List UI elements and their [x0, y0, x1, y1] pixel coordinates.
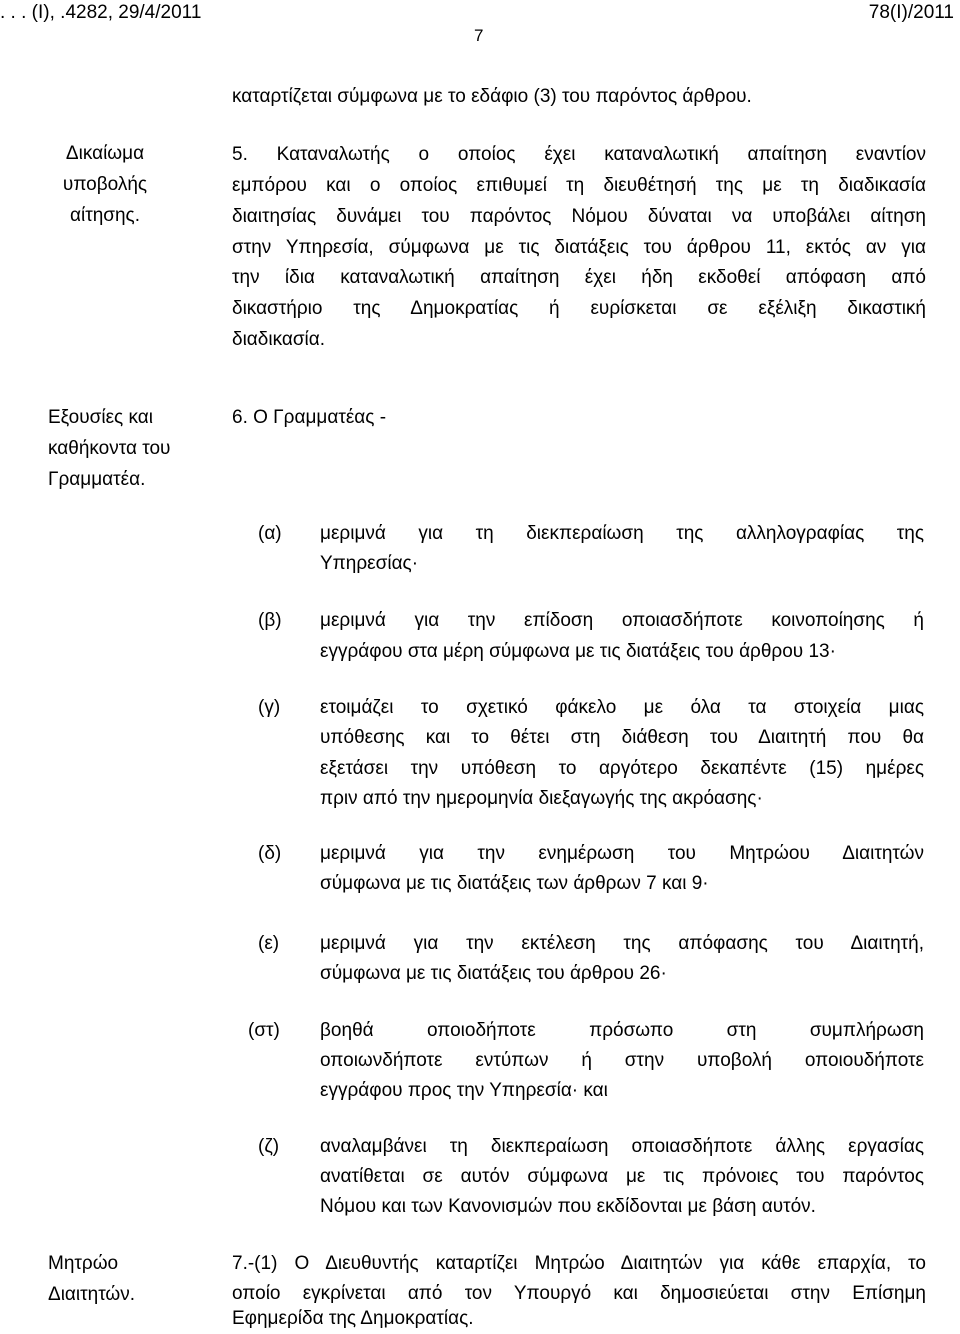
margin-note-section-5 [40, 138, 170, 231]
margin-note-line: Γραμματέα. [48, 469, 146, 490]
section-5-line: εμπόρου και ο οποίος επιθυμεί τη διευθέτησή της με τη διαδικασία [232, 175, 926, 196]
margin-note-line: υποβολής [62, 174, 148, 195]
item-label: (στ) [248, 1020, 280, 1041]
margin-note-line: Μητρώο [48, 1253, 119, 1274]
item-line: ανατίθεται σε αυτόν σύμφωνα με τις πρόνοιες του παρόντος [320, 1166, 924, 1187]
item-label: (δ) [258, 843, 282, 864]
item-line: υπόθεσης και το θέτει στη διάθεση του Διαιτητή που θα [320, 727, 924, 748]
item-label: (ε) [258, 933, 280, 954]
item-line: σύμφωνα με τις διατάξεις του άρθρου 26· [320, 963, 667, 984]
section-7-line: 7.-(1) Ο Διευθυντής καταρτίζει Μητρώο Διαιτητών για κάθε επαρχία, το [232, 1253, 926, 1274]
item-line: εγγράφου προς την Υπηρεσία· και [320, 1080, 608, 1101]
item-line: μεριμνά για την εκτέλεση της απόφασης του Διαιτητή, [320, 933, 924, 954]
item-line: βοηθά οποιοδήποτε πρόσωπο στη συμπλήρωση [320, 1020, 924, 1041]
running-header-right: 78(Ι)/2011 [868, 2, 954, 23]
section-7-line: οποίο εγκρίνεται από τον Υπουργό και δημοσιεύεται στην Επίσημη [232, 1283, 926, 1304]
section-6-heading: 6. Ο Γραμματέας - [232, 407, 387, 428]
item-line: εγγράφου στα μέρη σύμφωνα με τις διατάξεις του άρθρου 13· [320, 641, 836, 662]
item-line: Νόμου και των Κανονισμών που εκδίδονται με βάση αυτόν. [320, 1196, 816, 1217]
page-number: 7 [474, 26, 484, 45]
item-label: (ζ) [258, 1136, 280, 1157]
margin-note-line: Διαιτητών. [48, 1284, 136, 1305]
item-line: μεριμνά για την ενημέρωση του Μητρώου Διαιτητών [320, 843, 924, 864]
margin-note-line: Δικαίωμα [65, 143, 145, 164]
item-line: πριν από την ημερομηνία διεξαγωγής της ακρόασης· [320, 788, 763, 809]
item-label: (γ) [258, 697, 281, 718]
item-line: αναλαμβάνει τη διεκπεραίωση οποιασδήποτε άλλης εργασίας [320, 1136, 924, 1157]
section-7-line: Εφημερίδα της Δημοκρατίας. [232, 1308, 474, 1329]
running-header-left: . . . (Ι), .4282, 29/4/2011 [0, 2, 202, 23]
margin-note-line: καθήκοντα του [48, 438, 171, 459]
item-line: μεριμνά για την επίδοση οποιασδήποτε κοινοποίησης ή [320, 610, 924, 631]
item-line: εξετάσει την υπόθεση το αργότερο δεκαπέντε (15) ημέρες [320, 758, 924, 779]
section-5-line: διαδικασία. [232, 329, 326, 350]
section-5-line: στην Υπηρεσία, σύμφωνα με τις διατάξεις του άρθρου 11, εκτός αν για [232, 237, 926, 258]
intro-line: καταρτίζεται σύμφωνα με το εδάφιο (3) του παρόντος άρθρου. [232, 86, 752, 107]
item-line: οποιωνδήποτε εντύπων ή στην υποβολή οποιουδήποτε [320, 1050, 924, 1071]
margin-note-section-7 [48, 1248, 208, 1310]
item-label: (α) [258, 523, 282, 544]
item-line: σύμφωνα με τις διατάξεις των άρθρων 7 και 9· [320, 873, 709, 894]
section-5-line: δικαστήριο της Δημοκρατίας ή ευρίσκεται σε εξέλιξη δικαστική [232, 298, 926, 319]
section-5-line: διαιτησίας δυνάμει του παρόντος Νόμου δύναται να υποβάλει αίτηση [232, 206, 926, 227]
item-line: μεριμνά για τη διεκπεραίωση της αλληλογραφίας της [320, 523, 924, 544]
item-label: (β) [258, 610, 282, 631]
margin-note-line: Εξουσίες και [48, 407, 153, 428]
margin-note-line: αίτησης. [69, 205, 140, 226]
section-5-line: 5. Καταναλωτής ο οποίος έχει καταναλωτική απαίτηση εναντίον [232, 144, 926, 165]
item-line: Υπηρεσίας· [320, 553, 419, 574]
item-line: ετοιμάζει το σχετικό φάκελο με όλα τα στοιχεία μιας [320, 697, 924, 718]
section-5-line: την ίδια καταναλωτική απαίτηση έχει ήδη εκδοθεί απόφαση από [232, 267, 926, 288]
margin-note-section-6 [48, 402, 208, 495]
